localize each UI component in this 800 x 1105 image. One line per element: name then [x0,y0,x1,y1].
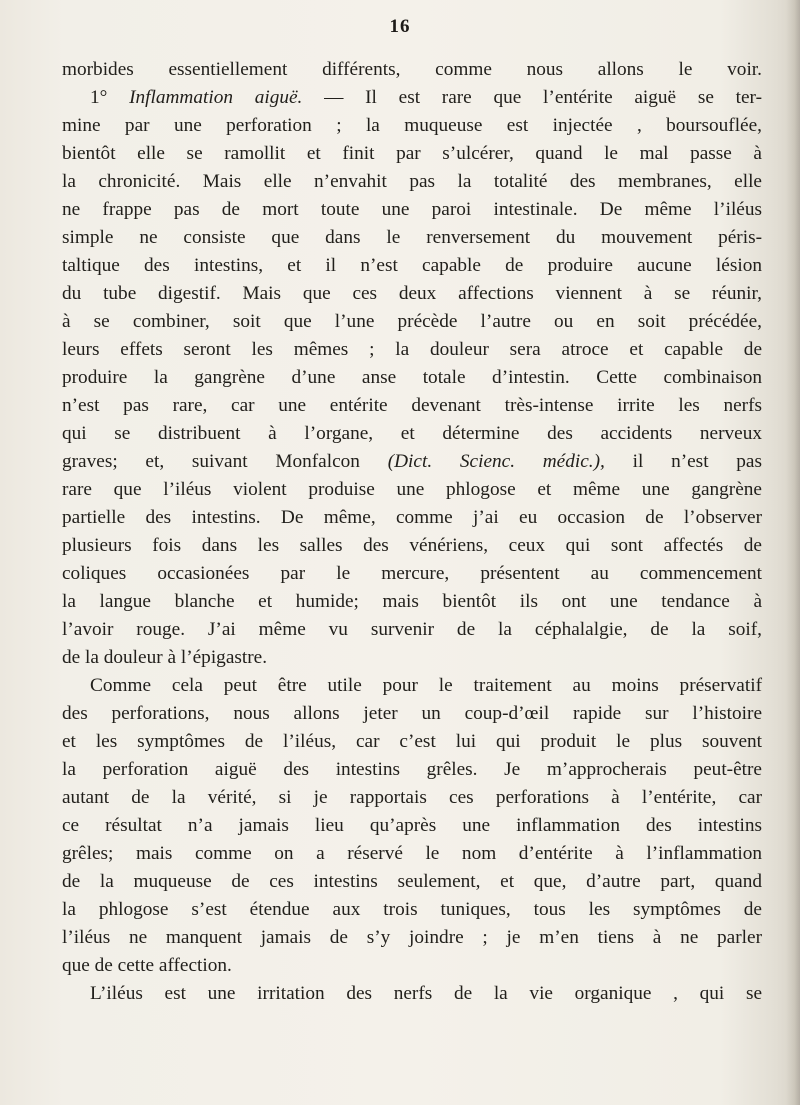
text-line: produire la gangrène d’une anse totale d’intestin. Cette combinaison [62,367,762,388]
text-line: plusieurs fois dans les salles des vénériens, ceux qui sont affectés de [62,535,762,556]
text-line: grêles; mais comme on a réservé le nom d’entérite à l’inflammation [62,843,762,864]
section-title: Inflammation aiguë. [129,87,303,108]
text-line: ne frappe pas de mort toute une paroi intestinale. De même l’iléus [62,199,762,220]
text-fragment: il n’est pas [632,451,762,472]
text-line: autant de la vérité, si je rapportais ces perforations à l’entérite, car [62,787,762,808]
text-line: la chronicité. Mais elle n’envahit pas la totalité des membranes, elle [62,171,762,192]
page-number: 16 [389,16,411,37]
list-marker: 1° [90,87,108,108]
text-line: mine par une perforation ; la muqueuse est injectée , boursouflée, [62,115,762,136]
text-line: la langue blanche et humide; mais bientôt ils ont une tendance à [62,591,762,612]
text-line: que de cette affection. [62,955,232,976]
page-edge-shadow [786,0,800,1105]
text-line: morbides essentiellement différents, comme nous allons le voir. [62,59,762,80]
citation: (Dict. Scienc. médic.), [387,451,605,472]
text-line: leurs effets seront les mêmes ; la douleur sera atroce et capable de [62,339,762,360]
text-line: du tube digestif. Mais que ces deux affections viennent à se réunir, [62,283,762,304]
text-line: et les symptômes de l’iléus, car c’est lui qui produit le plus souvent [62,731,762,752]
text-line: partielle des intestins. De même, comme j’ai eu occasion de l’observer [62,507,762,528]
text-line: la perforation aiguë des intestins grêles. Je m’approcherais peut-être [62,759,762,780]
text-line: taltique des intestins, et il n’est capable de produire aucune lésion [62,255,762,276]
text-line: L’iléus est une irritation des nerfs de la vie organique , qui se [90,983,762,1004]
text-line: bientôt elle se ramollit et finit par s’ulcérer, quand le mal passe à [62,143,762,164]
text-line: rare que l’iléus violent produise une phlogose et même une gangrène [62,479,762,500]
text-fragment: graves; et, suivant Monfalcon [62,451,360,472]
body-text [62,56,762,1008]
text-line: qui se distribuent à l’organe, et détermine des accidents nerveux [62,423,762,444]
text-line: l’avoir rouge. J’ai même vu survenir de la céphalalgie, de la soif, [62,619,762,640]
text-line: coliques occasionées par le mercure, présentent au commencement [62,563,762,584]
text-line: n’est pas rare, car une entérite devenant très-intense irrite les nerfs [62,395,762,416]
text-line: Comme cela peut être utile pour le traitement au moins préservatif [90,675,762,696]
text-line: simple ne consiste que dans le renversement du mouvement péris- [62,227,762,248]
text-line: de la douleur à l’épigastre. [62,647,268,668]
text-line: l’iléus ne manquent jamais de s’y joindre ; je m’en tiens à ne parler [62,927,762,948]
text-line: des perforations, nous allons jeter un coup-d’œil rapide sur l’histoire [62,703,762,724]
text-line [62,84,762,112]
text-line: la phlogose s’est étendue aux trois tuniques, tous les symptômes de [62,899,762,920]
text-line: ce résultat n’a jamais lieu qu’après une inflammation des intestins [62,815,762,836]
text-line: à se combiner, soit que l’une précède l’autre ou en soit précédée, [62,311,762,332]
text-line [62,448,762,476]
text-fragment: — Il est rare que l’entérite aiguë se ter- [324,87,762,108]
text-line: de la muqueuse de ces intestins seulement, et que, d’autre part, quand [62,871,762,892]
